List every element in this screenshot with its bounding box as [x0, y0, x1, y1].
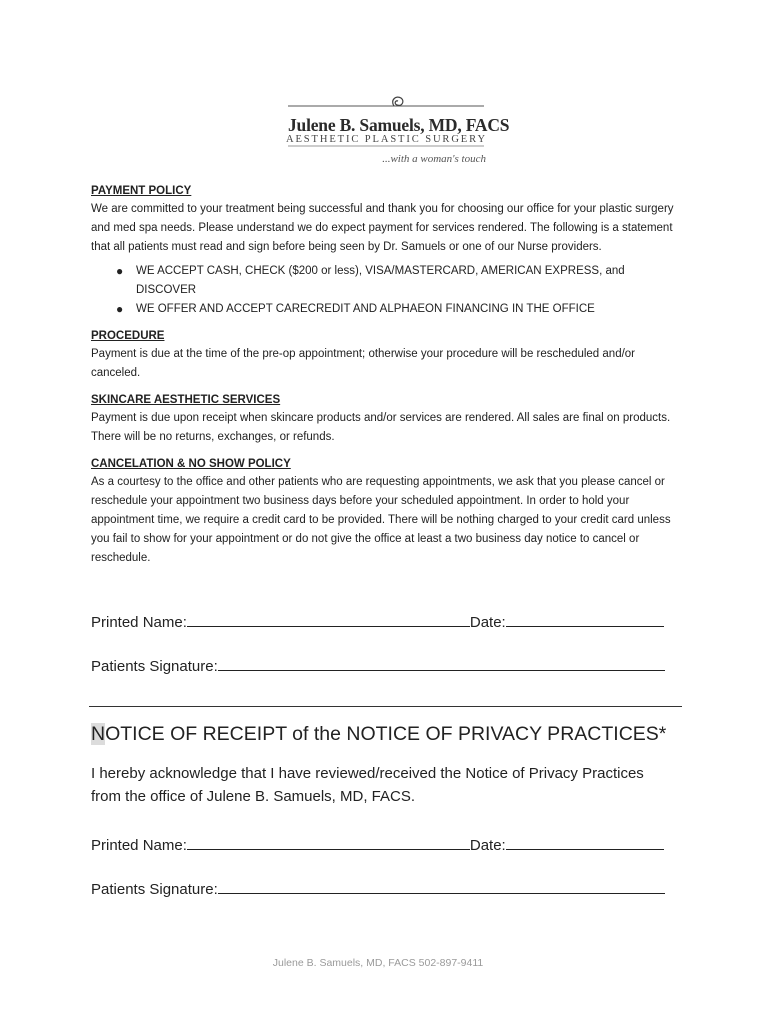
signature-label: Patients Signature:	[91, 881, 218, 898]
list-item: ● WE OFFER AND ACCEPT CARECREDIT AND ALPHAEON FINANCING IN THE OFFICE	[136, 300, 683, 319]
bullet-icon: ●	[116, 264, 124, 278]
section-body: Payment is due upon receipt when skincare products and/or services are rendered. All sales are final on products. There will be no returns, exchanges, or refunds.	[91, 412, 671, 443]
logo-specialty: AESTHETIC PLASTIC SURGERY	[286, 134, 487, 145]
section-title: CANCELATION & NO SHOW POLICY	[91, 458, 291, 470]
notice-printed-name-row	[91, 835, 664, 854]
section-title: PROCEDURE	[91, 330, 165, 342]
section-body: As a courtesy to the office and other patients who are requesting appointments, we ask that you please cancel or reschedule your appointment two business days before your scheduled appointment. In order to hold your appointment time, we require a credit card to be provided. There will be nothing charged to your credit card unless you fail to show for your appointment or do not give the office at least a two business day notice to cancel or reschedule.	[91, 476, 671, 564]
section-title: PAYMENT POLICY	[91, 185, 192, 197]
notice-signature-field[interactable]	[218, 879, 665, 894]
date-label: Date:	[469, 837, 506, 854]
list-item: ● WE ACCEPT CASH, CHECK ($200 or less), VISA/MASTERCARD, AMERICAN EXPRESS, and DISCOVER	[116, 264, 625, 296]
notice-title: NOTICE OF RECEIPT of the NOTICE OF PRIVACY PRACTICES*	[91, 723, 667, 745]
payment-methods-list	[91, 262, 683, 319]
notice-printed-name-field[interactable]	[187, 835, 470, 850]
signature-row	[91, 656, 665, 675]
bullet-icon: ●	[116, 302, 124, 316]
skincare-section	[91, 391, 683, 447]
date-label: Date:	[469, 614, 506, 631]
logo-tagline: ...with a woman's touch	[382, 153, 486, 165]
section-title: SKINCARE AESTHETIC SERVICES	[91, 394, 281, 406]
notice-signature-row	[91, 879, 665, 898]
logo-practice-name: Julene B. Samuels, MD, FACS	[288, 115, 510, 135]
notice-body: I hereby acknowledge that I have reviewed/received the Notice of Privacy Practices from the office of Julene B. Samuels, MD, FACS.	[91, 765, 644, 805]
printed-name-label: Printed Name:	[91, 837, 187, 854]
policy-content	[91, 182, 683, 568]
printed-name-label: Printed Name:	[91, 614, 187, 631]
section-body: Payment is due at the time of the pre-op appointment; otherwise your procedure will be rescheduled and/or canceled.	[91, 348, 636, 379]
printed-name-field[interactable]	[187, 612, 470, 627]
cancelation-section	[91, 455, 683, 568]
section-divider	[89, 706, 682, 707]
practice-logo	[286, 96, 510, 170]
section-body: We are committed to your treatment being successful and thank you for choosing our office for your plastic surgery and med spa needs. Please understand we do expect payment for services rendered. The following is a statement that all patients must read and sign before being seen by Dr. Samuels or one of our Nurse providers.	[91, 203, 674, 253]
procedure-section	[91, 327, 683, 383]
page-footer: Julene B. Samuels, MD, FACS 502-897-9411	[272, 957, 484, 969]
printed-name-row	[91, 612, 664, 631]
payment-policy-section	[91, 182, 683, 319]
date-field[interactable]	[506, 612, 664, 627]
notice-date-field[interactable]	[506, 835, 664, 850]
signature-field[interactable]	[218, 656, 665, 671]
signature-label: Patients Signature:	[91, 658, 218, 675]
